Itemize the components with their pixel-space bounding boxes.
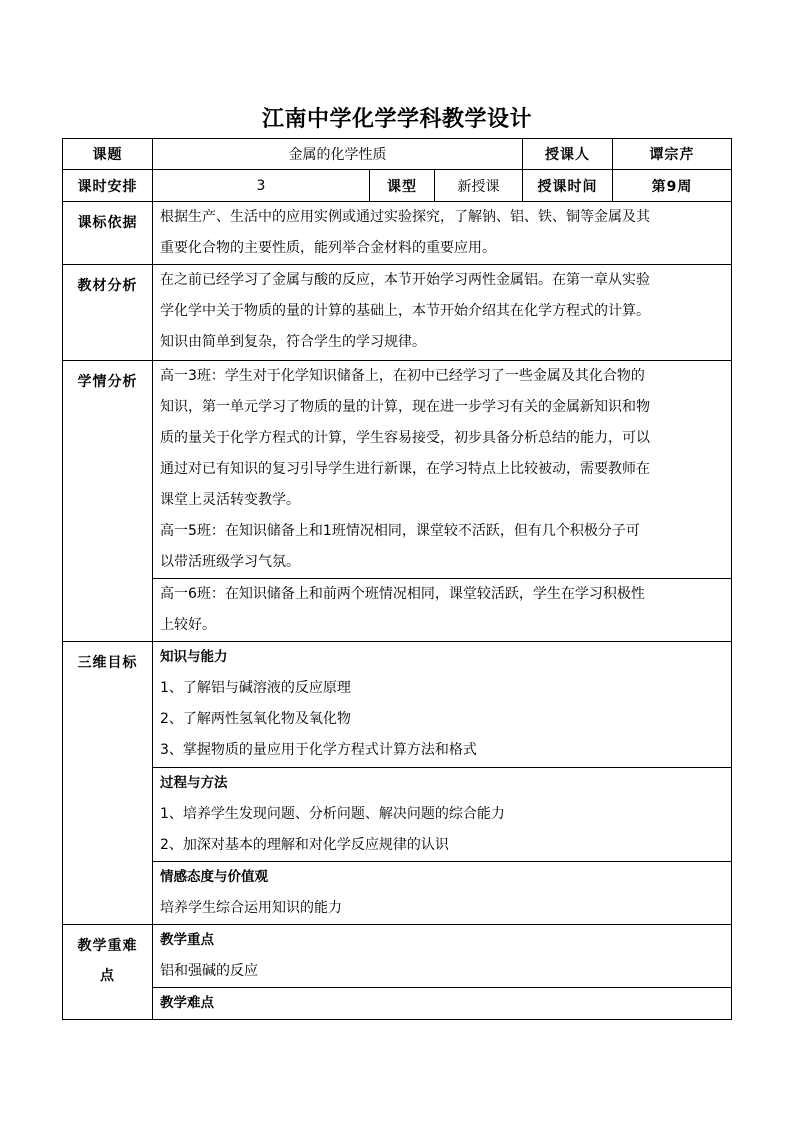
goals-label: 三维目标 (63, 642, 153, 925)
process-item: 1、培养学生发现问题、分析问题、解决问题的综合能力 (160, 806, 505, 822)
topic-label: 课题 (63, 139, 153, 170)
knowledge-item: 2、了解两性氢氧化物及氧化物 (160, 711, 351, 727)
class3-line: 知识，第一单元学习了物质的量的计算，现在进一步学习有关的金属新知识和物 (160, 399, 650, 415)
class3-line: 课堂上灵活转变教学。 (160, 492, 300, 508)
time-label: 授课时间 (523, 170, 613, 202)
class6-line: 上较好。 (160, 617, 216, 633)
goals-knowledge (153, 642, 732, 768)
class3-line: 质的量关于化学方程式的计算，学生容易接受，初步具备分析总结的能力，可以 (160, 430, 650, 446)
key-heading: 教学重点 (160, 932, 214, 948)
textbook-label: 教材分析 (63, 265, 153, 361)
standard-line: 根据生产、生活中的应用实例或通过实验探究，了解钠、铝、铁、铜等金属及其 (160, 209, 650, 225)
goals-process (153, 768, 732, 862)
students-class6 (153, 579, 732, 642)
hours-value: 3 (153, 170, 370, 202)
goals-emotion-row (63, 862, 732, 925)
textbook-line: 学化学中关于物质的量的计算的基础上，本节开始介绍其在化学方程式的计算。 (160, 303, 650, 319)
lesson-plan-table (62, 138, 732, 1020)
textbook-content (153, 265, 732, 361)
focus-label-line: 点 (100, 968, 115, 984)
standard-content (153, 202, 732, 265)
students-class3-5 (153, 361, 732, 579)
class5-line: 以带活班级学习气氛。 (160, 554, 300, 570)
time-value: 第9周 (613, 170, 732, 202)
focus-label (63, 925, 153, 1020)
teacher-label: 授课人 (523, 139, 613, 170)
class6-line: 高一6班：在知识储备上和前两个班情况相同，课堂较活跃，学生在学习积极性 (160, 586, 645, 602)
type-label: 课型 (370, 170, 435, 202)
focus-difficult (153, 988, 732, 1020)
emotion-heading: 情感态度与价值观 (160, 869, 268, 885)
standard-line: 重要化合物的主要性质，能列举合金材料的重要应用。 (160, 240, 496, 256)
emotion-item: 培养学生综合运用知识的能力 (160, 900, 342, 916)
focus-key (153, 925, 732, 988)
key-item: 铝和强碱的反应 (160, 963, 258, 979)
page-title: 江南中学化学学科教学设计 (261, 106, 532, 132)
class3-line: 通过对已有知识的复习引导学生进行新课，在学习特点上比较被动，需要教师在 (160, 461, 650, 477)
standard-label: 课标依据 (63, 202, 153, 265)
process-item: 2、加深对基本的理解和对化学反应规律的认识 (160, 837, 449, 853)
standard-row (63, 202, 732, 265)
type-value: 新授课 (435, 170, 523, 202)
knowledge-heading: 知识与能力 (160, 649, 228, 665)
topic-row (63, 139, 732, 170)
teacher-value: 谭宗芹 (613, 139, 732, 170)
goals-emotion (153, 862, 732, 925)
goals-process-row (63, 768, 732, 862)
students-row (63, 361, 732, 579)
textbook-row (63, 265, 732, 361)
focus-label-line: 教学重难 (77, 938, 138, 954)
class5-line: 高一5班：在知识储备上和1班情况相同，课堂较不活跃，但有几个积极分子可 (160, 523, 640, 539)
class3-line: 高一3班：学生对于化学知识储备上，在初中已经学习了一些金属及其化合物的 (160, 368, 645, 384)
textbook-line: 知识由简单到复杂，符合学生的学习规律。 (160, 334, 426, 350)
difficult-heading: 教学难点 (160, 995, 214, 1011)
focus-difficult-row (63, 988, 732, 1020)
process-heading: 过程与方法 (160, 775, 228, 791)
focus-key-row (63, 925, 732, 988)
students-label: 学情分析 (63, 361, 153, 642)
goals-knowledge-row (63, 642, 732, 768)
knowledge-item: 3、掌握物质的量应用于化学方程式计算方法和格式 (160, 742, 477, 758)
schedule-row (63, 170, 732, 202)
students-class6-row (63, 579, 732, 642)
knowledge-item: 1、了解铝与碱溶液的反应原理 (160, 680, 351, 696)
textbook-line: 在之前已经学习了金属与酸的反应，本节开始学习两性金属铝。在第一章从实验 (160, 272, 650, 288)
hours-label: 课时安排 (63, 170, 153, 202)
topic-value: 金属的化学性质 (153, 139, 523, 170)
